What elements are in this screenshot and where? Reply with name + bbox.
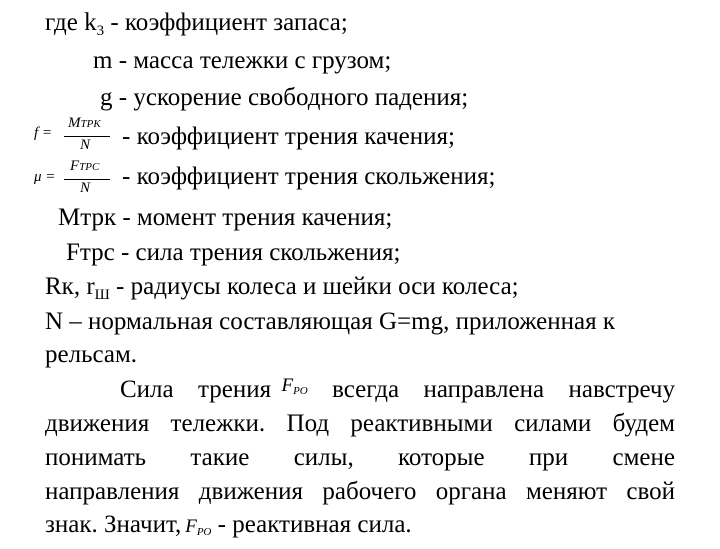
paragraph-text: понимать такие силы, которые при смене bbox=[45, 444, 675, 471]
definition-ftrs bbox=[66, 238, 400, 268]
symbol-g: g bbox=[100, 84, 113, 111]
definition-text: - масса тележки с грузом; bbox=[112, 47, 392, 74]
paragraph-text: всегда направлена навстречу bbox=[332, 376, 675, 403]
definition-text: - коэффициент трения качения; bbox=[122, 123, 455, 150]
definition-normal-force bbox=[45, 307, 615, 337]
formula-f-lhs: f = bbox=[34, 125, 53, 141]
definition-sliding-friction bbox=[122, 162, 495, 192]
definition-text: - коэффициент трения скольжения; bbox=[122, 163, 496, 190]
symbol-k-subscript: 3 bbox=[96, 23, 105, 39]
inline-formula-fro: $F_{РО}$ bbox=[185, 516, 212, 538]
formula-mu-num-subscript: ТРС bbox=[79, 161, 100, 173]
definition-m bbox=[93, 46, 391, 76]
formula-f-denominator: N bbox=[80, 137, 91, 153]
formula-mu-denominator: N bbox=[80, 180, 91, 196]
formula-mu-numerator: FТРС bbox=[70, 158, 100, 174]
inline-formula-fro: FРО bbox=[281, 375, 308, 397]
formula-rolling-friction bbox=[30, 115, 120, 161]
symbol-mtrk: Mтрк bbox=[58, 204, 117, 231]
definition-text: N – нормальная составляющая G=mg, приложенная к bbox=[45, 308, 615, 335]
paragraph-text: - реактивная сила. bbox=[211, 511, 412, 538]
paragraph-text: Сила трения bbox=[120, 376, 272, 403]
definition-text: - сила трения скольжения; bbox=[114, 239, 401, 266]
paragraph-text: направления движения рабочего органа меняют свой bbox=[45, 478, 675, 505]
definition-k3 bbox=[45, 8, 348, 38]
paragraph-line-5 bbox=[45, 508, 675, 549]
symbol-rk-rsh: Rк, r bbox=[45, 273, 95, 300]
paragraph-text: движения тележки. Под реактивными силами будем bbox=[45, 410, 675, 437]
definition-text: - ускорение свободного падения; bbox=[112, 84, 469, 111]
symbol-m: m bbox=[93, 47, 113, 74]
definition-mtrk bbox=[58, 203, 392, 233]
paragraph-line-2 bbox=[45, 407, 675, 440]
definition-g bbox=[100, 83, 468, 113]
symbol-rsh-subscript: Ш bbox=[94, 287, 110, 303]
symbol-k: k bbox=[84, 9, 97, 36]
definition-radii bbox=[45, 272, 519, 302]
paragraph-line-4 bbox=[45, 475, 675, 508]
symbol-ftrs: Fтрс bbox=[66, 239, 115, 266]
definition-text: рельсам. bbox=[45, 341, 138, 368]
where-prefix: где bbox=[45, 9, 85, 36]
formula-f-num-subscript: ТРК bbox=[80, 118, 101, 130]
formula-sliding-friction bbox=[30, 157, 120, 203]
definition-text: - радиусы колеса и шейки оси колеса; bbox=[109, 273, 519, 300]
definition-rolling-friction bbox=[122, 122, 455, 152]
definition-normal-force-cont bbox=[45, 340, 137, 370]
formula-mu-lhs: μ = bbox=[34, 169, 56, 185]
paragraph-line-3 bbox=[45, 441, 675, 474]
formula-f-numerator: MТРК bbox=[68, 115, 101, 131]
definition-text: - коэффициент запаса; bbox=[104, 9, 348, 36]
paragraph-text: знак. Значит, bbox=[45, 511, 182, 538]
definition-text: - момент трения качения; bbox=[116, 204, 393, 231]
